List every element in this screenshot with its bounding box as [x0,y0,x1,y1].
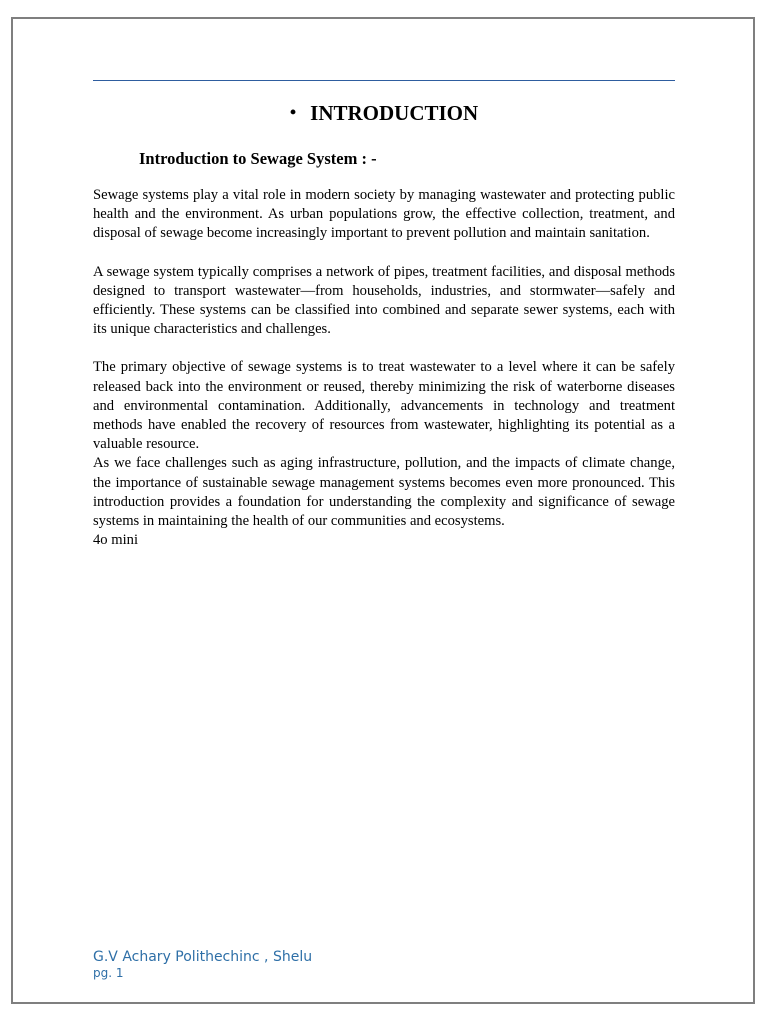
paragraph: Sewage systems play a vital role in modern society by managing wastewater and protecting public health and the environment. As urban populations grow, the effective collection, treatment, and disposal of sewage become increasingly important to prevent pollution and maintain sanitation. [93,187,675,242]
heading-title: INTRODUCTION [310,101,479,125]
subheading: Introduction to Sewage System : - [139,149,377,168]
page-number: pg. 1 [93,966,124,980]
paragraph: The primary objective of sewage systems is to treat wastewater to a level where it can be safely released back into the environment or reused, thereby minimizing the risk of waterborne diseases and environmental contamination. Additionally, advancements in technology and treatment methods have enabled the recovery of resources from wastewater, highlighting its potential as a valuable resource. [93,359,675,453]
bullet-icon: • [289,102,297,122]
header-rule [93,80,675,81]
footer-institution: G.V Achary Polithechinc , Shelu [93,949,313,965]
paragraph: As we face challenges such as aging infrastructure, pollution, and the impacts of climate change, the importance of sustainable sewage management systems becomes even more pronounced. This introduction provides a foundation for understanding the complexity and significance of sewage systems in maintaining the health of our communities and ecosystems. [93,455,675,530]
paragraph: A sewage system typically comprises a network of pipes, treatment facilities, and disposal methods designed to transport wastewater—from households, industries, and stormwater—safely and efficiently. These systems can be classified into combined and separate sewer systems, each with its unique characteristics and challenges. [93,263,675,338]
paragraph: 4o mini [93,532,138,549]
body-text [93,186,675,550]
section-heading [93,98,675,127]
